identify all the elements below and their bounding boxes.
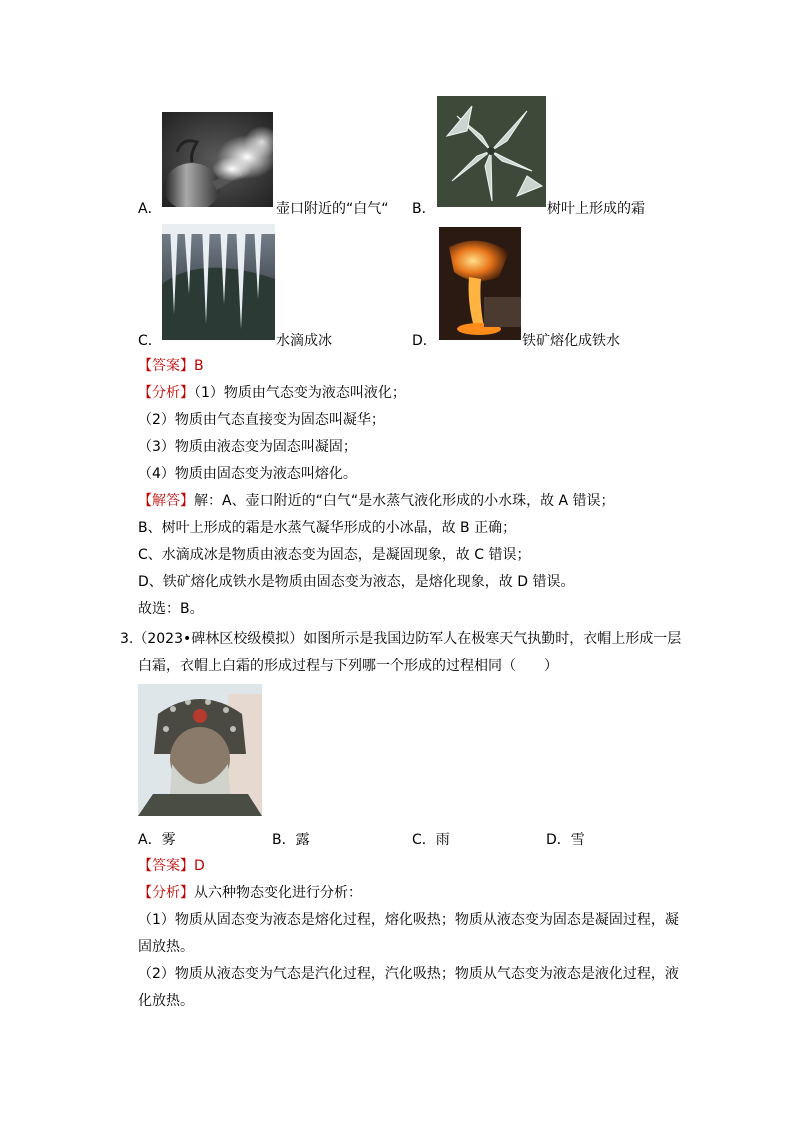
icicles-image	[162, 224, 275, 340]
solution-text: 解：A、壶口附近的“白气“是水蒸气液化形成的小水珠，故 A 错误；	[194, 493, 615, 509]
q2-analysis-line	[138, 383, 406, 403]
option-letter: B．	[412, 201, 436, 217]
q3-stem: 3.（2023•碑林区校级模拟）如图所示是我国边防军人在极寒天气执勤时，衣帽上形成一层	[120, 631, 682, 647]
solution-text: B、树叶上形成的霜是水蒸气凝华形成的小冰晶，故 B 正确；	[138, 520, 517, 536]
analysis-tag: 【分析】	[138, 885, 194, 901]
q2-solution-line	[138, 491, 615, 511]
answer-tag: 【答案】	[138, 858, 194, 874]
option-letter: A．	[138, 201, 162, 217]
option-a	[138, 198, 162, 218]
q3-option-b: B．露	[272, 832, 310, 848]
option-c-caption: 水滴成冰	[276, 333, 332, 349]
analysis-text: （1）物质从固态变为液态是熔化过程，熔化吸热；物质从液态变为固态是凝固过程，凝	[138, 912, 679, 928]
option-letter: C．	[138, 333, 162, 349]
solution-text: C、水滴成冰是物质由液态变为固态，是凝固现象，故 C 错误；	[138, 547, 531, 563]
solution-conclusion: 故选：B。	[138, 601, 204, 617]
option-d-caption: 铁矿熔化成铁水	[522, 333, 620, 349]
option-b	[412, 198, 436, 218]
frost-leaves-image	[437, 96, 546, 207]
option-a-caption: 壶口附近的“白气“	[276, 201, 389, 217]
answer-tag: 【答案】	[138, 358, 194, 374]
q2-answer-line	[138, 356, 204, 376]
analysis-text: （2）物质从液态变为气态是汽化过程，汽化吸热；物质从气态变为液态是液化过程，液	[138, 966, 679, 982]
analysis-text: 从六种物态变化进行分析：	[194, 885, 362, 901]
option-d	[412, 330, 437, 350]
answer-value: D	[194, 858, 205, 874]
analysis-text: （3）物质由液态变为固态叫凝固；	[138, 439, 357, 455]
q3-analysis-line	[138, 883, 362, 903]
kettle-steam-image	[162, 112, 273, 207]
analysis-tag: 【分析】	[138, 385, 194, 401]
analysis-text: 固放热。	[138, 939, 194, 955]
solution-tag: 【解答】	[138, 493, 194, 509]
analysis-text: （1）物质由气态变为液态叫液化；	[194, 385, 406, 401]
q3-option-d: D．雪	[546, 832, 585, 848]
q3-option-a: A．雾	[138, 832, 176, 848]
molten-iron-image	[439, 227, 521, 340]
q3-stem-cont: 白霜，衣帽上白霜的形成过程与下列哪一个形成的过程相同（ ）	[138, 658, 558, 674]
analysis-text: （2）物质由气态直接变为固态叫凝华；	[138, 412, 385, 428]
option-letter: D．	[412, 333, 437, 349]
q3-answer-line	[138, 856, 205, 876]
solution-text: D、铁矿熔化成铁水是物质由固态变为液态，是熔化现象，故 D 错误。	[138, 574, 575, 590]
analysis-text: 化放热。	[138, 993, 194, 1009]
option-b-caption: 树叶上形成的霜	[547, 201, 645, 217]
option-c	[138, 330, 162, 350]
analysis-text: （4）物质由固态变为液态叫熔化。	[138, 466, 357, 482]
q3-option-c: C．雨	[412, 832, 450, 848]
frosted-soldier-image	[138, 684, 262, 816]
answer-value: B	[194, 358, 204, 374]
